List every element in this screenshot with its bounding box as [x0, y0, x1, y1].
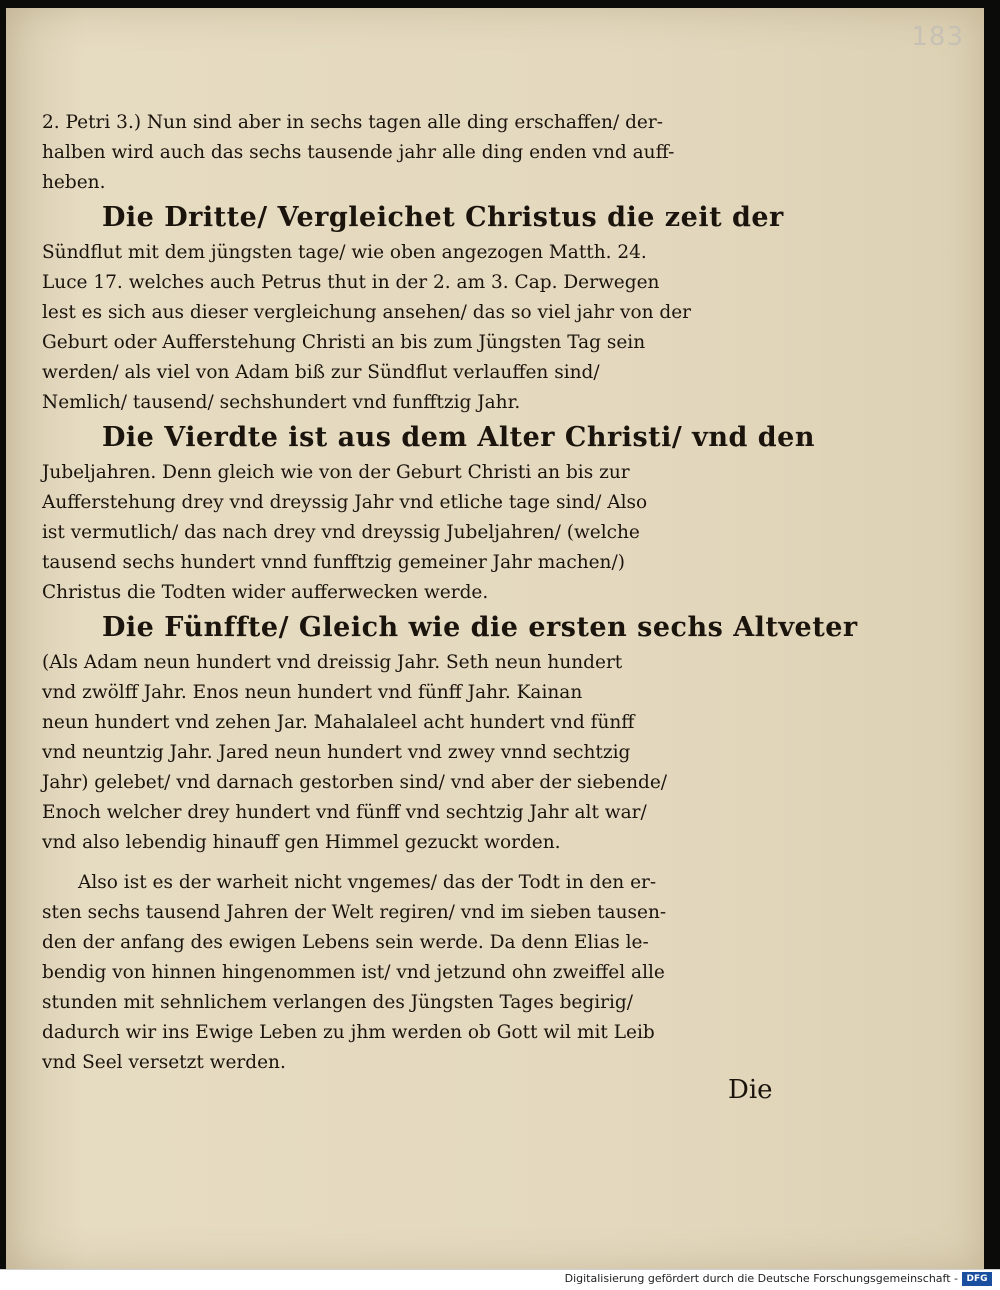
text-line: Sündflut mit dem jüngsten tage/ wie oben angezogen Matth. 24.: [42, 242, 647, 263]
text-line: heben.: [42, 172, 106, 193]
text-line: tausend sechs hundert vnnd funfftzig gemeiner Jahr machen/): [42, 552, 625, 573]
text-line: Luce 17. welches auch Petrus thut in der 2. am 3. Cap. Derwegen: [42, 272, 660, 293]
paragraph-start-line: Also ist es der warheit nicht vngemes/ das der Todt in den er-: [78, 872, 657, 893]
footer-bar: [0, 1269, 1000, 1290]
text-line: (Als Adam neun hundert vnd dreissig Jahr. Seth neun hundert: [42, 652, 623, 673]
text-line: dadurch wir ins Ewige Leben zu jhm werden ob Gott wil mit Leib: [42, 1022, 655, 1043]
text-line: 2. Petri 3.) Nun sind aber in sechs tagen alle ding erschaffen/ der-: [42, 112, 663, 133]
funding-credit: Digitalisierung gefördert durch die Deutsche Forschungsgemeinschaft -: [564, 1272, 958, 1285]
text-line: den der anfang des ewigen Lebens sein werde. Da denn Elias le-: [42, 932, 649, 953]
section-heading: Die Dritte/ Vergleichet Christus die zeit der: [102, 202, 784, 233]
text-line: ist vermutlich/ das nach drey vnd dreyssig Jubeljahren/ (welche: [42, 522, 640, 543]
section-heading: Die Fünffte/ Gleich wie die ersten sechs Altveter: [102, 612, 858, 643]
text-line: Aufferstehung drey vnd dreyssig Jahr vnd etliche tage sind/ Also: [42, 492, 648, 513]
text-line: Enoch welcher drey hundert vnd fünff vnd sechtzig Jahr alt war/: [42, 802, 647, 823]
text-line: vnd also lebendig hinauff gen Himmel gezuckt worden.: [42, 832, 561, 853]
text-line: vnd Seel versetzt werden.: [42, 1052, 286, 1073]
text-line: werden/ als viel von Adam biß zur Sündflut verlauffen sind/: [42, 362, 600, 383]
page-text: [42, 108, 858, 1078]
text-line: halben wird auch das sechs tausende jahr alle ding enden vnd auff-: [42, 142, 675, 163]
text-line: sten sechs tausend Jahren der Welt regiren/ vnd im sieben tausen-: [42, 902, 667, 923]
text-line: vnd zwölff Jahr. Enos neun hundert vnd fünff Jahr. Kainan: [42, 682, 583, 703]
text-line: Nemlich/ tausend/ sechshundert vnd funfftzig Jahr.: [42, 392, 521, 413]
text-line: Geburt oder Aufferstehung Christi an bis zum Jüngsten Tag sein: [42, 332, 646, 353]
book-page: [6, 8, 984, 1270]
text-line: vnd neuntzig Jahr. Jared neun hundert vnd zwey vnnd sechtzig: [42, 742, 631, 763]
text-line: stunden mit sehnlichem verlangen des Jüngsten Tages begirig/: [42, 992, 633, 1013]
page-number: 183: [911, 22, 964, 52]
catchword: Die: [728, 1075, 773, 1105]
text-line: bendig von hinnen hingenommen ist/ vnd jetzund ohn zweiffel alle: [42, 962, 665, 983]
dfg-logo: DFG: [962, 1272, 992, 1286]
text-line: Jubeljahren. Denn gleich wie von der Geburt Christi an bis zur: [42, 462, 630, 483]
text-line: lest es sich aus dieser vergleichung ansehen/ das so viel jahr von der: [42, 302, 692, 323]
section-heading: Die Vierdte ist aus dem Alter Christi/ vnd den: [102, 422, 815, 453]
text-line: neun hundert vnd zehen Jar. Mahalaleel acht hundert vnd fünff: [42, 712, 635, 733]
text-line: Jahr) gelebet/ vnd darnach gestorben sind/ vnd aber der siebende/: [42, 772, 668, 793]
text-line: Christus die Todten wider aufferwecken werde.: [42, 582, 489, 603]
